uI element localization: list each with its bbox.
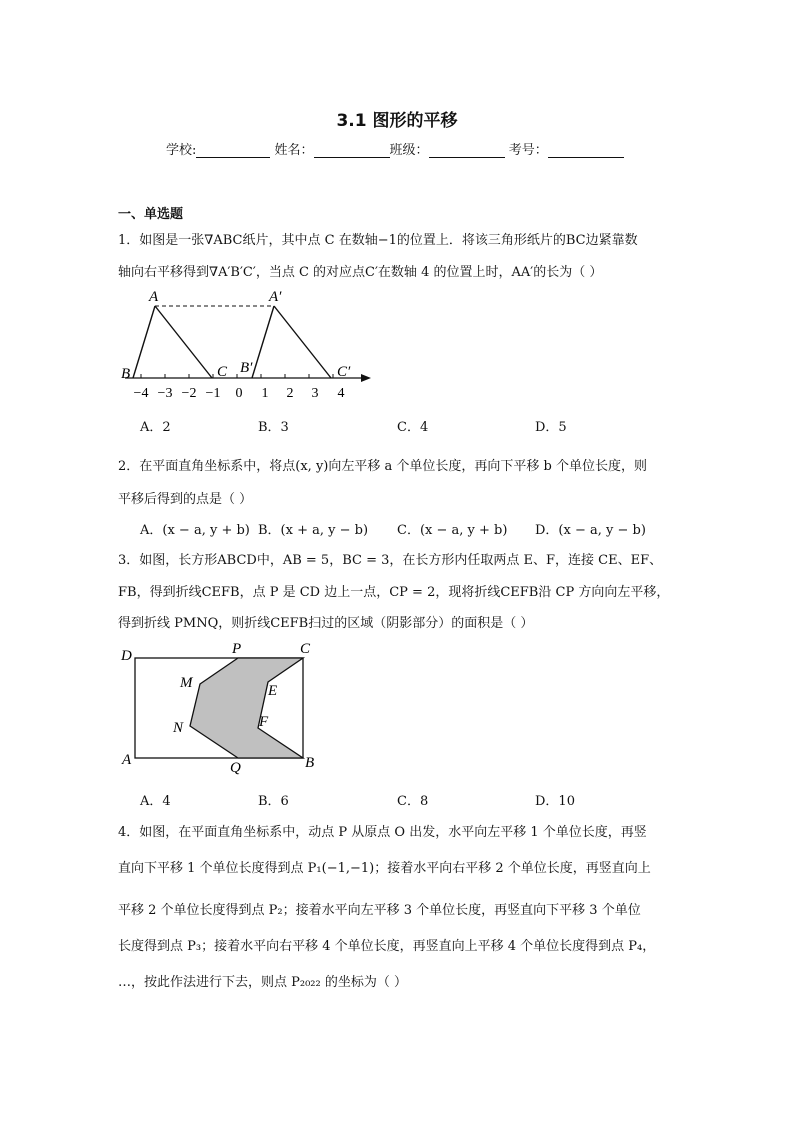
label-m: M: [180, 675, 193, 691]
q2-line-2: 平移后得到的点是（ ）: [118, 492, 253, 507]
tick-label: 2: [286, 386, 294, 401]
q4-line-3: 平移 2 个单位长度得到点 P₂；接着水平向左平移 3 个单位长度，再竖直向下平移 3 个单位: [118, 903, 641, 918]
q3-line-3: 得到折线 PMNQ，则折线CEFB扫过的区域（阴影部分）的面积是（ ）: [118, 616, 534, 631]
page-title: 3.1 图形的平移: [336, 111, 458, 131]
edge-a-prime-b-prime: [252, 306, 274, 378]
edge-ac: [155, 306, 212, 378]
tick-label: 3: [311, 386, 319, 401]
q4-line-5: …，按此作法进行下去，则点 P₂₀₂₂ 的坐标为（ ）: [118, 975, 407, 990]
q2-option-c[interactable]: C．(x − a, y + b): [397, 523, 508, 538]
label-b: B: [305, 755, 315, 771]
edge-ab: [133, 306, 155, 378]
class-blank: [429, 143, 505, 158]
q4-line-1: 4．如图，在平面直角坐标系中，动点 P 从原点 O 出发，水平向左平移 1 个单位长度，再竖: [118, 825, 647, 840]
school-blank: [196, 143, 270, 158]
label-n: N: [173, 720, 184, 736]
tick-label: −2: [181, 386, 197, 401]
tick-label: 4: [337, 386, 345, 401]
q4-line-2: 直向下平移 1 个单位长度得到点 P₁(−1,−1)；接着水平向右平移 2 个单位长度，再竖直向上: [118, 861, 651, 876]
q2-option-d[interactable]: D．(x − a, y − b): [535, 523, 646, 538]
q2-option-a[interactable]: A．(x − a, y + b): [140, 523, 250, 538]
tick-label: 1: [261, 386, 269, 401]
tick-label: 0: [235, 386, 243, 401]
q1-option-b[interactable]: B．3: [258, 420, 289, 435]
student-info-row: [166, 139, 624, 158]
label-c: C: [217, 364, 228, 380]
edge-a-prime-c-prime: [274, 306, 331, 378]
id-label: 考号：: [508, 143, 548, 158]
q1-option-d[interactable]: D．5: [535, 420, 567, 435]
name-label: 姓名：: [274, 143, 314, 158]
school-label: 学校:: [166, 143, 197, 158]
section-heading: 一、单选题: [118, 207, 184, 222]
label-c-prime: C′: [337, 364, 351, 380]
label-b-prime: B′: [240, 360, 253, 376]
shaded-region: [190, 658, 303, 758]
label-a: A: [149, 289, 159, 305]
label-p: P: [232, 641, 242, 657]
label-q: Q: [230, 760, 241, 775]
q1-option-c[interactable]: C．4: [397, 420, 429, 435]
class-label: 班级：: [389, 143, 429, 158]
label-f: F: [259, 714, 269, 730]
q3-option-c[interactable]: C．8: [397, 794, 429, 809]
q4-line-4: 长度得到点 P₃；接着水平向右平移 4 个单位长度，再竖直向上平移 4 个单位长度得到点 P₄，: [118, 939, 656, 954]
label-b: B: [121, 366, 131, 382]
label-c: C: [300, 641, 311, 657]
label-e: E: [268, 683, 278, 699]
tick-label: −3: [157, 386, 173, 401]
axis-arrow-icon: [361, 374, 371, 382]
q1-number-line-figure: [115, 284, 380, 402]
label-d: D: [121, 648, 132, 664]
q2-option-b[interactable]: B．(x + a, y − b): [258, 523, 369, 538]
id-blank: [548, 143, 624, 158]
label-a-prime: A′: [269, 289, 282, 305]
q1-option-a[interactable]: A．2: [140, 420, 171, 435]
q3-option-a[interactable]: A．4: [140, 794, 171, 809]
label-a: A: [122, 752, 132, 768]
q3-option-b[interactable]: B．6: [258, 794, 289, 809]
q1-line-2: 轴向右平移得到∇A′B′C′，当点 C 的对应点C′在数轴 4 的位置上时，AA′的长为（ ）: [118, 265, 603, 280]
q1-line-1: 1．如图是一张∇ABC纸片，其中点 C 在数轴−1的位置上．将该三角形纸片的BC边紧靠数: [118, 233, 638, 248]
tick-label: −1: [205, 386, 221, 401]
q3-option-d[interactable]: D．10: [535, 794, 575, 809]
tick-label: −4: [133, 386, 149, 401]
q3-line-2: FB，得到折线CEFB，点 P 是 CD 边上一点，CP = 2，现将折线CEFB沿 CP 方向向左平移，: [118, 585, 670, 600]
q3-line-1: 3．如图，长方形ABCD中，AB = 5，BC = 3，在长方形内任取两点 E、F，连接 CE、EF、: [118, 553, 663, 568]
name-blank: [314, 143, 390, 158]
q2-line-1: 2．在平面直角坐标系中，将点(x, y)向左平移 a 个单位长度，再向下平移 b 个单位长度，则: [118, 459, 647, 474]
q3-rectangle-figure: [118, 640, 323, 775]
